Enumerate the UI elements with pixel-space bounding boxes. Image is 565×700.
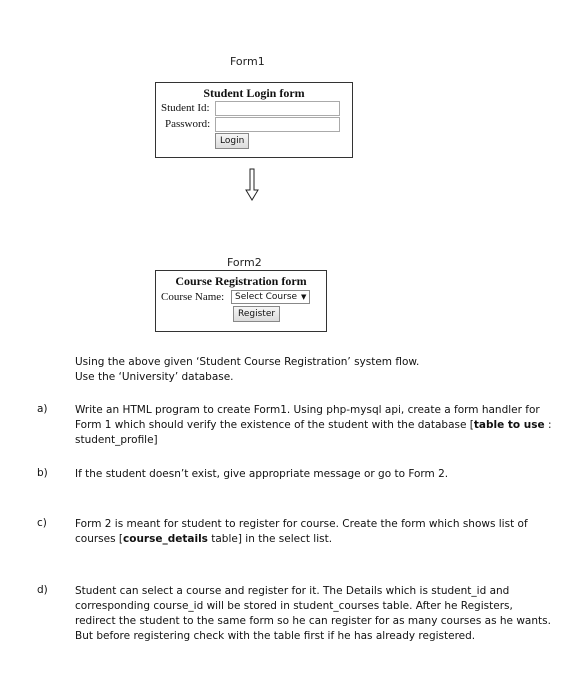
- item-c-bold: course_details: [123, 533, 208, 545]
- item-a-text-1: Write an HTML program to create Form1. Using php-mysql api, create a form handler for Form 1 which should verify the existence of the student with the database [: [75, 404, 540, 431]
- item-d-marker: d): [37, 584, 48, 596]
- student-id-input[interactable]: [215, 101, 340, 116]
- course-select[interactable]: [231, 290, 310, 304]
- item-a-bold: table to use: [473, 419, 545, 431]
- register-button[interactable]: Register: [233, 306, 280, 322]
- intro-line-1: Using the above given ‘Student Course Registration’ system flow.: [75, 356, 420, 368]
- course-name-label: Course Name:: [161, 291, 225, 303]
- student-id-label: Student Id:: [161, 102, 210, 114]
- password-input[interactable]: [215, 117, 340, 132]
- item-c-marker: c): [37, 517, 47, 529]
- course-select-value: Select Course: [235, 292, 298, 302]
- form1-title: Student Login form: [203, 86, 305, 100]
- item-c-text: [75, 517, 553, 547]
- password-label: Password:: [165, 118, 211, 130]
- item-a-marker: a): [37, 403, 48, 415]
- item-c-text-2: table] in the select list.: [207, 533, 333, 545]
- intro-line-2: Use the ‘University’ database.: [75, 371, 234, 383]
- form2-caption: Form2: [227, 256, 262, 269]
- student-login-form: [155, 82, 353, 158]
- login-button[interactable]: Login: [215, 133, 249, 149]
- item-b-text: If the student doesn’t exist, give appropriate message or go to Form 2.: [75, 468, 449, 480]
- form2-title: Course Registration form: [175, 274, 307, 288]
- intro-text: [75, 355, 545, 385]
- item-a-text: [75, 403, 553, 448]
- item-a-text-2: : student_profile]: [75, 419, 552, 446]
- item-d-text: Student can select a course and register for it. The Details which is student_id and corresponding course_id will be stored in student_courses table. After he Registers, redirect the student to the same form so he can register for as many courses as he wants. But before registering check with the table first if he has already registered.: [75, 585, 551, 642]
- item-b-marker: b): [37, 467, 48, 479]
- chevron-down-icon: ▼: [301, 293, 307, 301]
- item-c-text-1: Form 2 is meant for student to register for course. Create the form which shows list of courses [: [75, 518, 528, 545]
- form1-caption: Form1: [230, 55, 265, 68]
- course-registration-form: [155, 270, 327, 332]
- down-arrow-icon: [244, 168, 260, 202]
